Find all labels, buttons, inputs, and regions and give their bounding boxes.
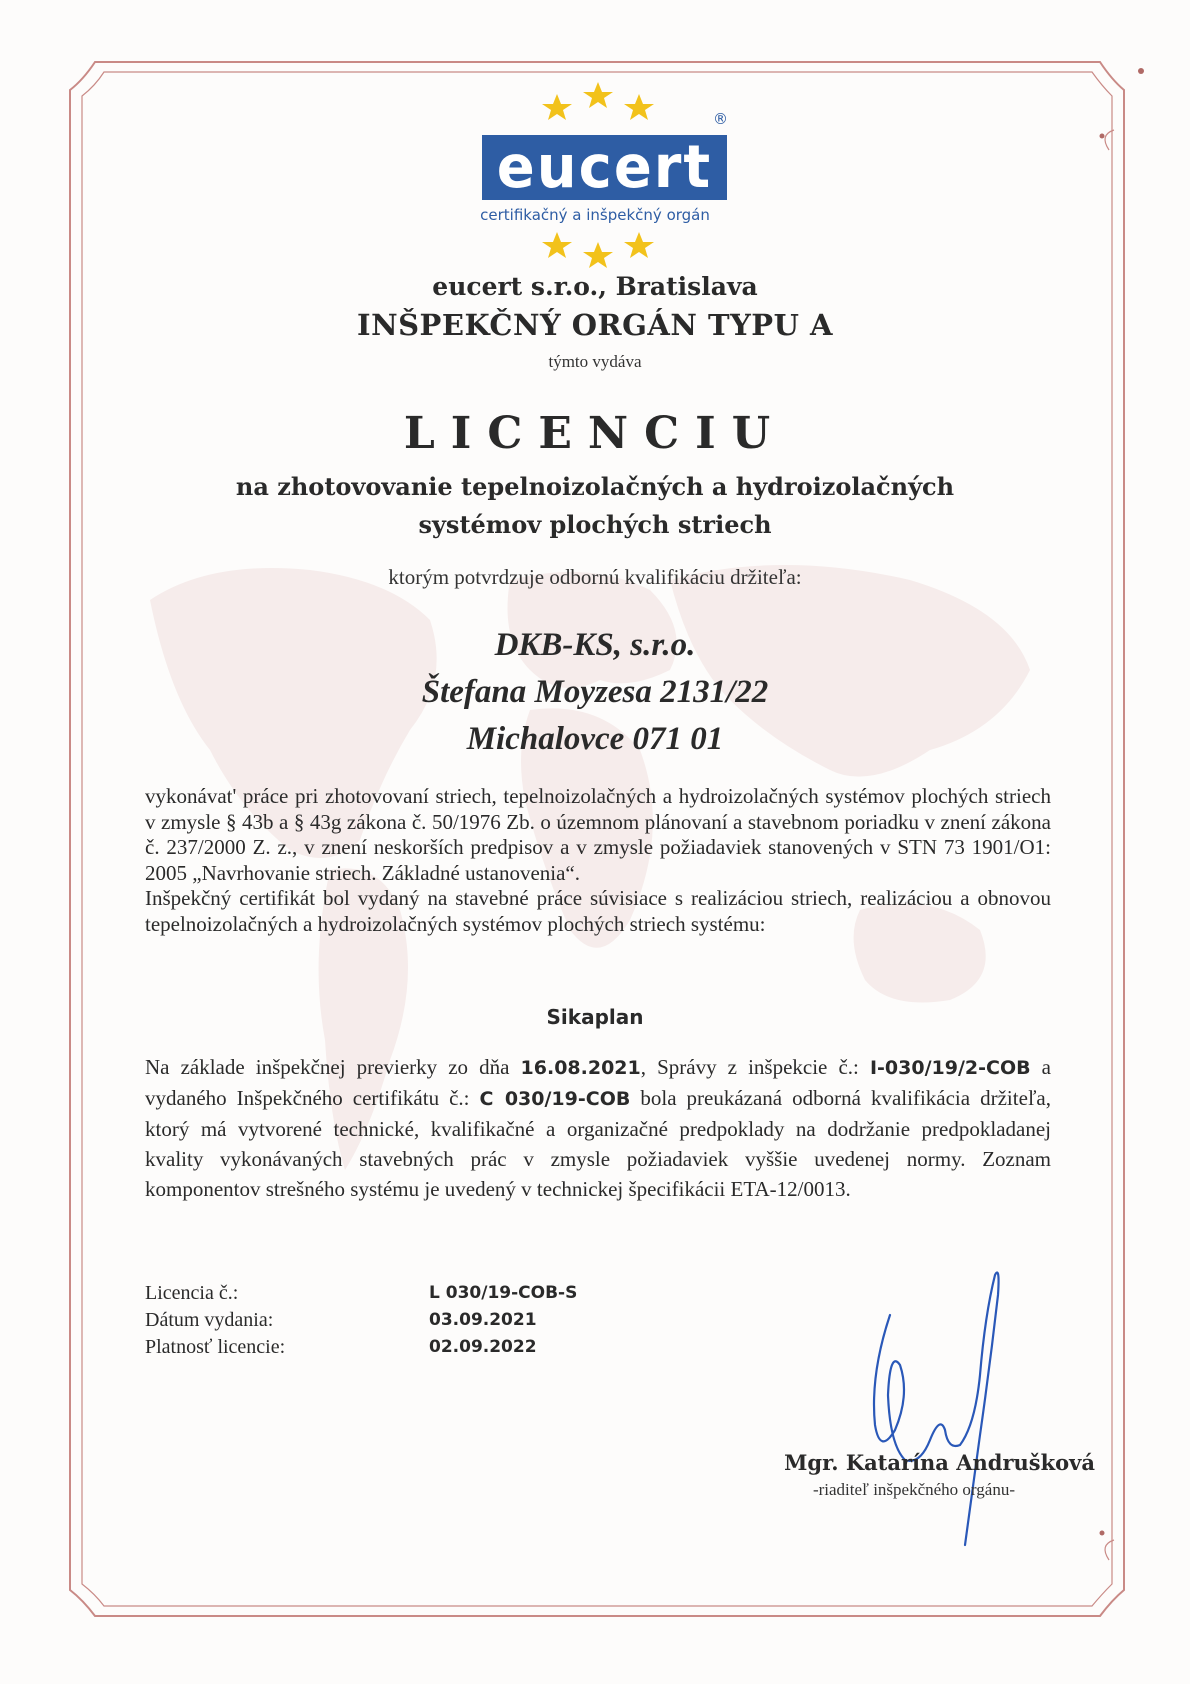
validity-date: 02.09.2022	[429, 1337, 537, 1357]
handwritten-signature	[860, 1255, 1040, 1555]
validity-label: Platnosť licencie:	[145, 1336, 286, 1358]
issuer-organ-type: INŠPEKČNÝ ORGÁN TYPU A	[357, 308, 833, 342]
signer-name: Mgr. Katarína Andrušková	[784, 1450, 1095, 1475]
holder-street: Štefana Moyzesa 2131/22	[421, 674, 769, 710]
validity-row	[145, 1334, 577, 1361]
certificate-number: C 030/19-COB	[479, 1088, 631, 1110]
issues-text: týmto vydáva	[548, 352, 642, 371]
scope-paragraph	[145, 784, 1051, 937]
license-number-label: Licencia č.:	[145, 1282, 239, 1304]
inspection-text-4: bola preukázaná odborná kvalifikácia držiteľa, ktorý má vytvorené technické, kvalifikačné a organizačné predpoklady na dodržanie predpokladanej kvality vykonávaných stavebných prác v zmysle požiadaviek vyššie uvedenej normy. Zoznam komponentov strešného systému je uvedený v technickej špecifikácii ETA-12/0013.	[145, 1086, 1051, 1201]
scope-text: vykonávat' práce pri zhotovovaní striech, tepelnoizolačných a hydroizolačných systémov plochých striech v zmysle § 43b a § 43g zákona č. 50/1976 Zb. o územnom plánovaní a stavebnom poriadku v znení zákona č. 237/2000 Z. z., v znení neskorších predpisov a v zmysle požiadaviek stanovených v STN 73 1901/O1: 2005 „Navrhovanie striech. Základné ustanovenia“.	[145, 784, 1051, 885]
eucert-logo	[482, 132, 727, 202]
purpose-line-1: na zhotovovanie tepelnoizolačných a hydroizolačných	[235, 472, 955, 501]
inspection-text-1: Na základe inšpekčnej previerky zo dňa	[145, 1055, 521, 1079]
inspection-report-number: I-030/19/2-COB	[869, 1057, 1031, 1079]
license-number: L 030/19-COB-S	[429, 1283, 578, 1303]
top-stars-icon	[0, 80, 1190, 130]
inspection-text-3: a vydaného Inšpekčného certifikátu č.:	[145, 1055, 1052, 1110]
system-name: Sikaplan	[546, 1005, 644, 1029]
certificate-text: Inšpekčný certifikát bol vydaný na stavebné práce súvisiace s realizáciou striech, realizáciou a obnovou tepelnoizolačných a hydroizolačných systémov plochých striech systému:	[145, 886, 1051, 936]
logo-tagline: certifikačný a inšpekčný orgán	[480, 206, 710, 224]
registered-mark: ®	[713, 110, 728, 128]
issue-date: 03.09.2021	[429, 1310, 537, 1330]
inspection-text-2: , Správy z inšpekcie č.:	[640, 1055, 870, 1079]
signer-role: -riaditeľ inšpekčného orgánu-	[812, 1480, 1015, 1499]
bottom-stars-icon	[0, 228, 1190, 278]
document-title: LICENCIU	[403, 408, 787, 459]
confirm-text: ktorým potvrdzuje odbornú kvalifikáciu držiteľa:	[388, 565, 802, 589]
logo-wordmark: eucert	[496, 132, 713, 202]
holder-city: Michalovce 071 01	[466, 721, 724, 757]
license-purpose	[0, 468, 1190, 544]
purpose-line-2: systémov plochých striech	[418, 510, 772, 539]
license-holder	[0, 622, 1190, 763]
license-details	[145, 1280, 577, 1361]
inspection-date: 16.08.2021	[520, 1057, 641, 1079]
issue-date-label: Dátum vydania:	[145, 1309, 274, 1331]
issuer-company: eucert s.r.o., Bratislava	[432, 272, 758, 301]
issue-date-row	[145, 1307, 577, 1334]
inspection-paragraph	[145, 1052, 1051, 1204]
holder-name: DKB-KS, s.r.o.	[494, 627, 696, 663]
license-number-row	[145, 1280, 577, 1307]
